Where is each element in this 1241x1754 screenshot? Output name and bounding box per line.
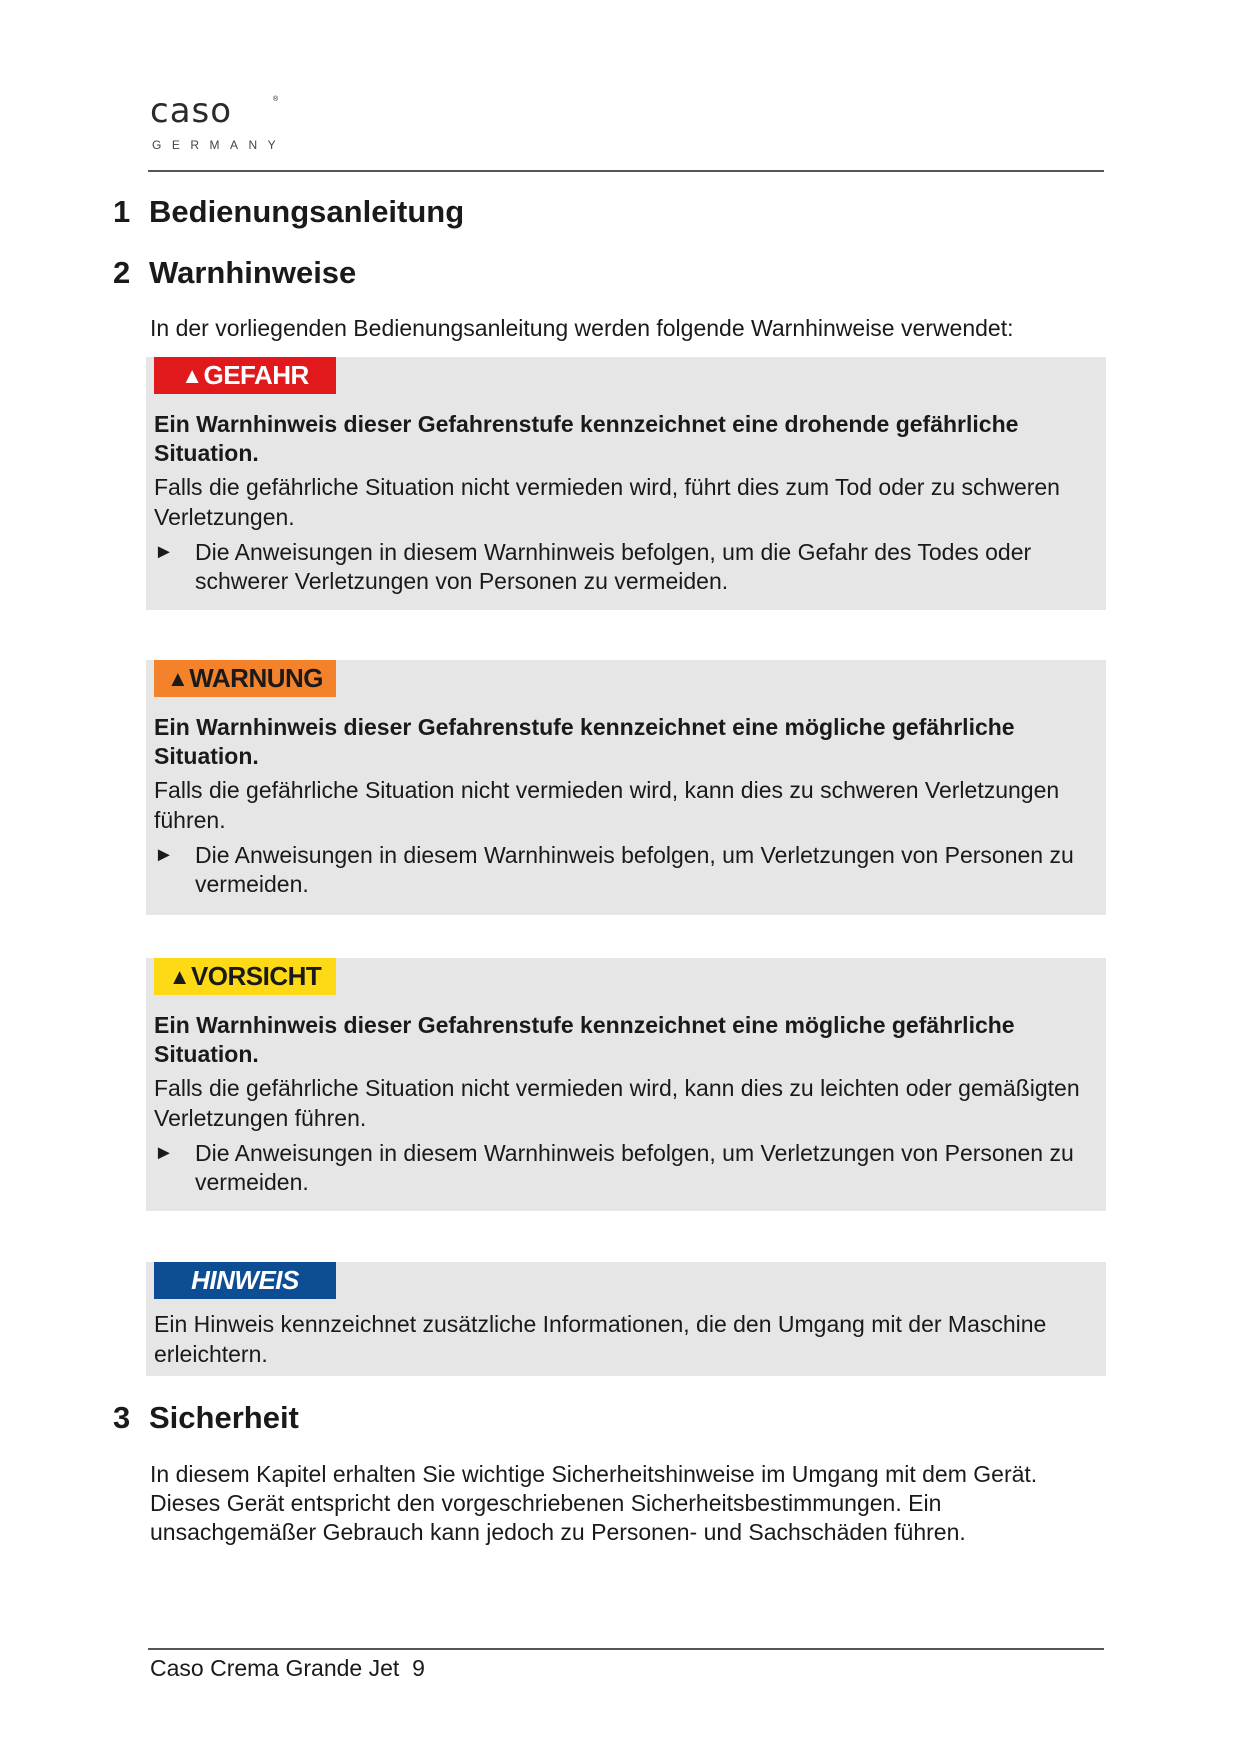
badge-label: HINWEIS [191, 1265, 299, 1295]
box-text: Falls die gefährliche Situation nicht vermieden wird, kann dies zu leichten oder gemäßigten Verletzungen führen. [154, 1075, 1080, 1131]
header-rule [148, 170, 1104, 172]
warnings-intro: In der vorliegenden Bedienungsanleitung werden folgende Warnhinweise verwendet: [150, 315, 1014, 341]
section-title: Bedienungsanleitung [149, 194, 465, 229]
logo-wordmark: caso [150, 91, 233, 131]
box-heading: Ein Warnhinweis dieser Gefahrenstufe kennzeichnet eine mögliche gefährliche Situation. [154, 714, 1015, 769]
notice-badge [154, 1262, 336, 1299]
footer-product: Caso Crema Grande Jet [150, 1655, 400, 1681]
page-footer [150, 1654, 425, 1682]
instruction-text: Die Anweisungen in diesem Warnhinweis befolgen, um die Gefahr des Todes oder schwerer Verletzungen von Personen zu vermeiden. [195, 539, 1032, 594]
instruction-text: Die Anweisungen in diesem Warnhinweis befolgen, um Verletzungen von Personen zu vermeiden. [195, 842, 1074, 897]
box-text: Ein Hinweis kennzeichnet zusätzliche Informationen, die den Umgang mit der Maschine erleichtern. [154, 1311, 1047, 1367]
danger-badge [154, 357, 336, 394]
section-number: 1 [113, 194, 131, 229]
logo-subtitle: GERMANY [152, 138, 287, 152]
box-instruction [154, 841, 1102, 899]
section-heading-3 [113, 1400, 299, 1436]
box-heading: Ein Warnhinweis dieser Gefahrenstufe kennzeichnet eine drohende gefährliche Situation. [154, 411, 1019, 466]
section-number: 2 [113, 255, 131, 290]
footer-rule [148, 1648, 1104, 1650]
danger-box [146, 357, 1106, 610]
arrow-right-icon: ► [154, 1142, 174, 1164]
box-text: Falls die gefährliche Situation nicht vermieden wird, kann dies zu schweren Verletzungen führen. [154, 777, 1060, 833]
caso-logo [150, 91, 287, 152]
notice-box [146, 1262, 1106, 1376]
warning-triangle-icon: ▲ [181, 363, 203, 388]
box-instruction [154, 1139, 1102, 1197]
badge-label: WARNUNG [189, 663, 323, 693]
section-heading-1 [113, 194, 464, 230]
section-heading-2 [113, 255, 356, 291]
safety-intro: In diesem Kapitel erhalten Sie wichtige Sicherheitshinweise im Umgang mit dem Gerät. Dieses Gerät entspricht den vorgeschriebenen Sicherheitsbestimmungen. Ein unsachgemäßer Gebrauch kann jedoch zu Personen- und Sachschäden führen. [150, 1461, 1038, 1545]
box-instruction [154, 538, 1102, 596]
caution-box [146, 958, 1106, 1211]
box-heading: Ein Warnhinweis dieser Gefahrenstufe kennzeichnet eine mögliche gefährliche Situation. [154, 1012, 1015, 1067]
section-title: Warnhinweise [149, 255, 357, 290]
logo-registered-mark: ® [273, 96, 279, 103]
warning-box [146, 660, 1106, 915]
instruction-text: Die Anweisungen in diesem Warnhinweis befolgen, um Verletzungen von Personen zu vermeiden. [195, 1140, 1074, 1195]
badge-label: GEFAHR [203, 360, 309, 390]
arrow-right-icon: ► [154, 541, 174, 563]
box-text: Falls die gefährliche Situation nicht vermieden wird, führt dies zum Tod oder zu schweren Verletzungen. [154, 474, 1060, 530]
arrow-right-icon: ► [154, 844, 174, 866]
caution-badge [154, 958, 336, 995]
page-number: 9 [412, 1655, 425, 1681]
warning-triangle-icon: ▲ [167, 666, 189, 691]
section-title: Sicherheit [149, 1400, 299, 1435]
badge-label: VORSICHT [190, 961, 322, 991]
section-number: 3 [113, 1400, 131, 1435]
warning-badge [154, 660, 336, 697]
warning-triangle-icon: ▲ [168, 964, 190, 989]
